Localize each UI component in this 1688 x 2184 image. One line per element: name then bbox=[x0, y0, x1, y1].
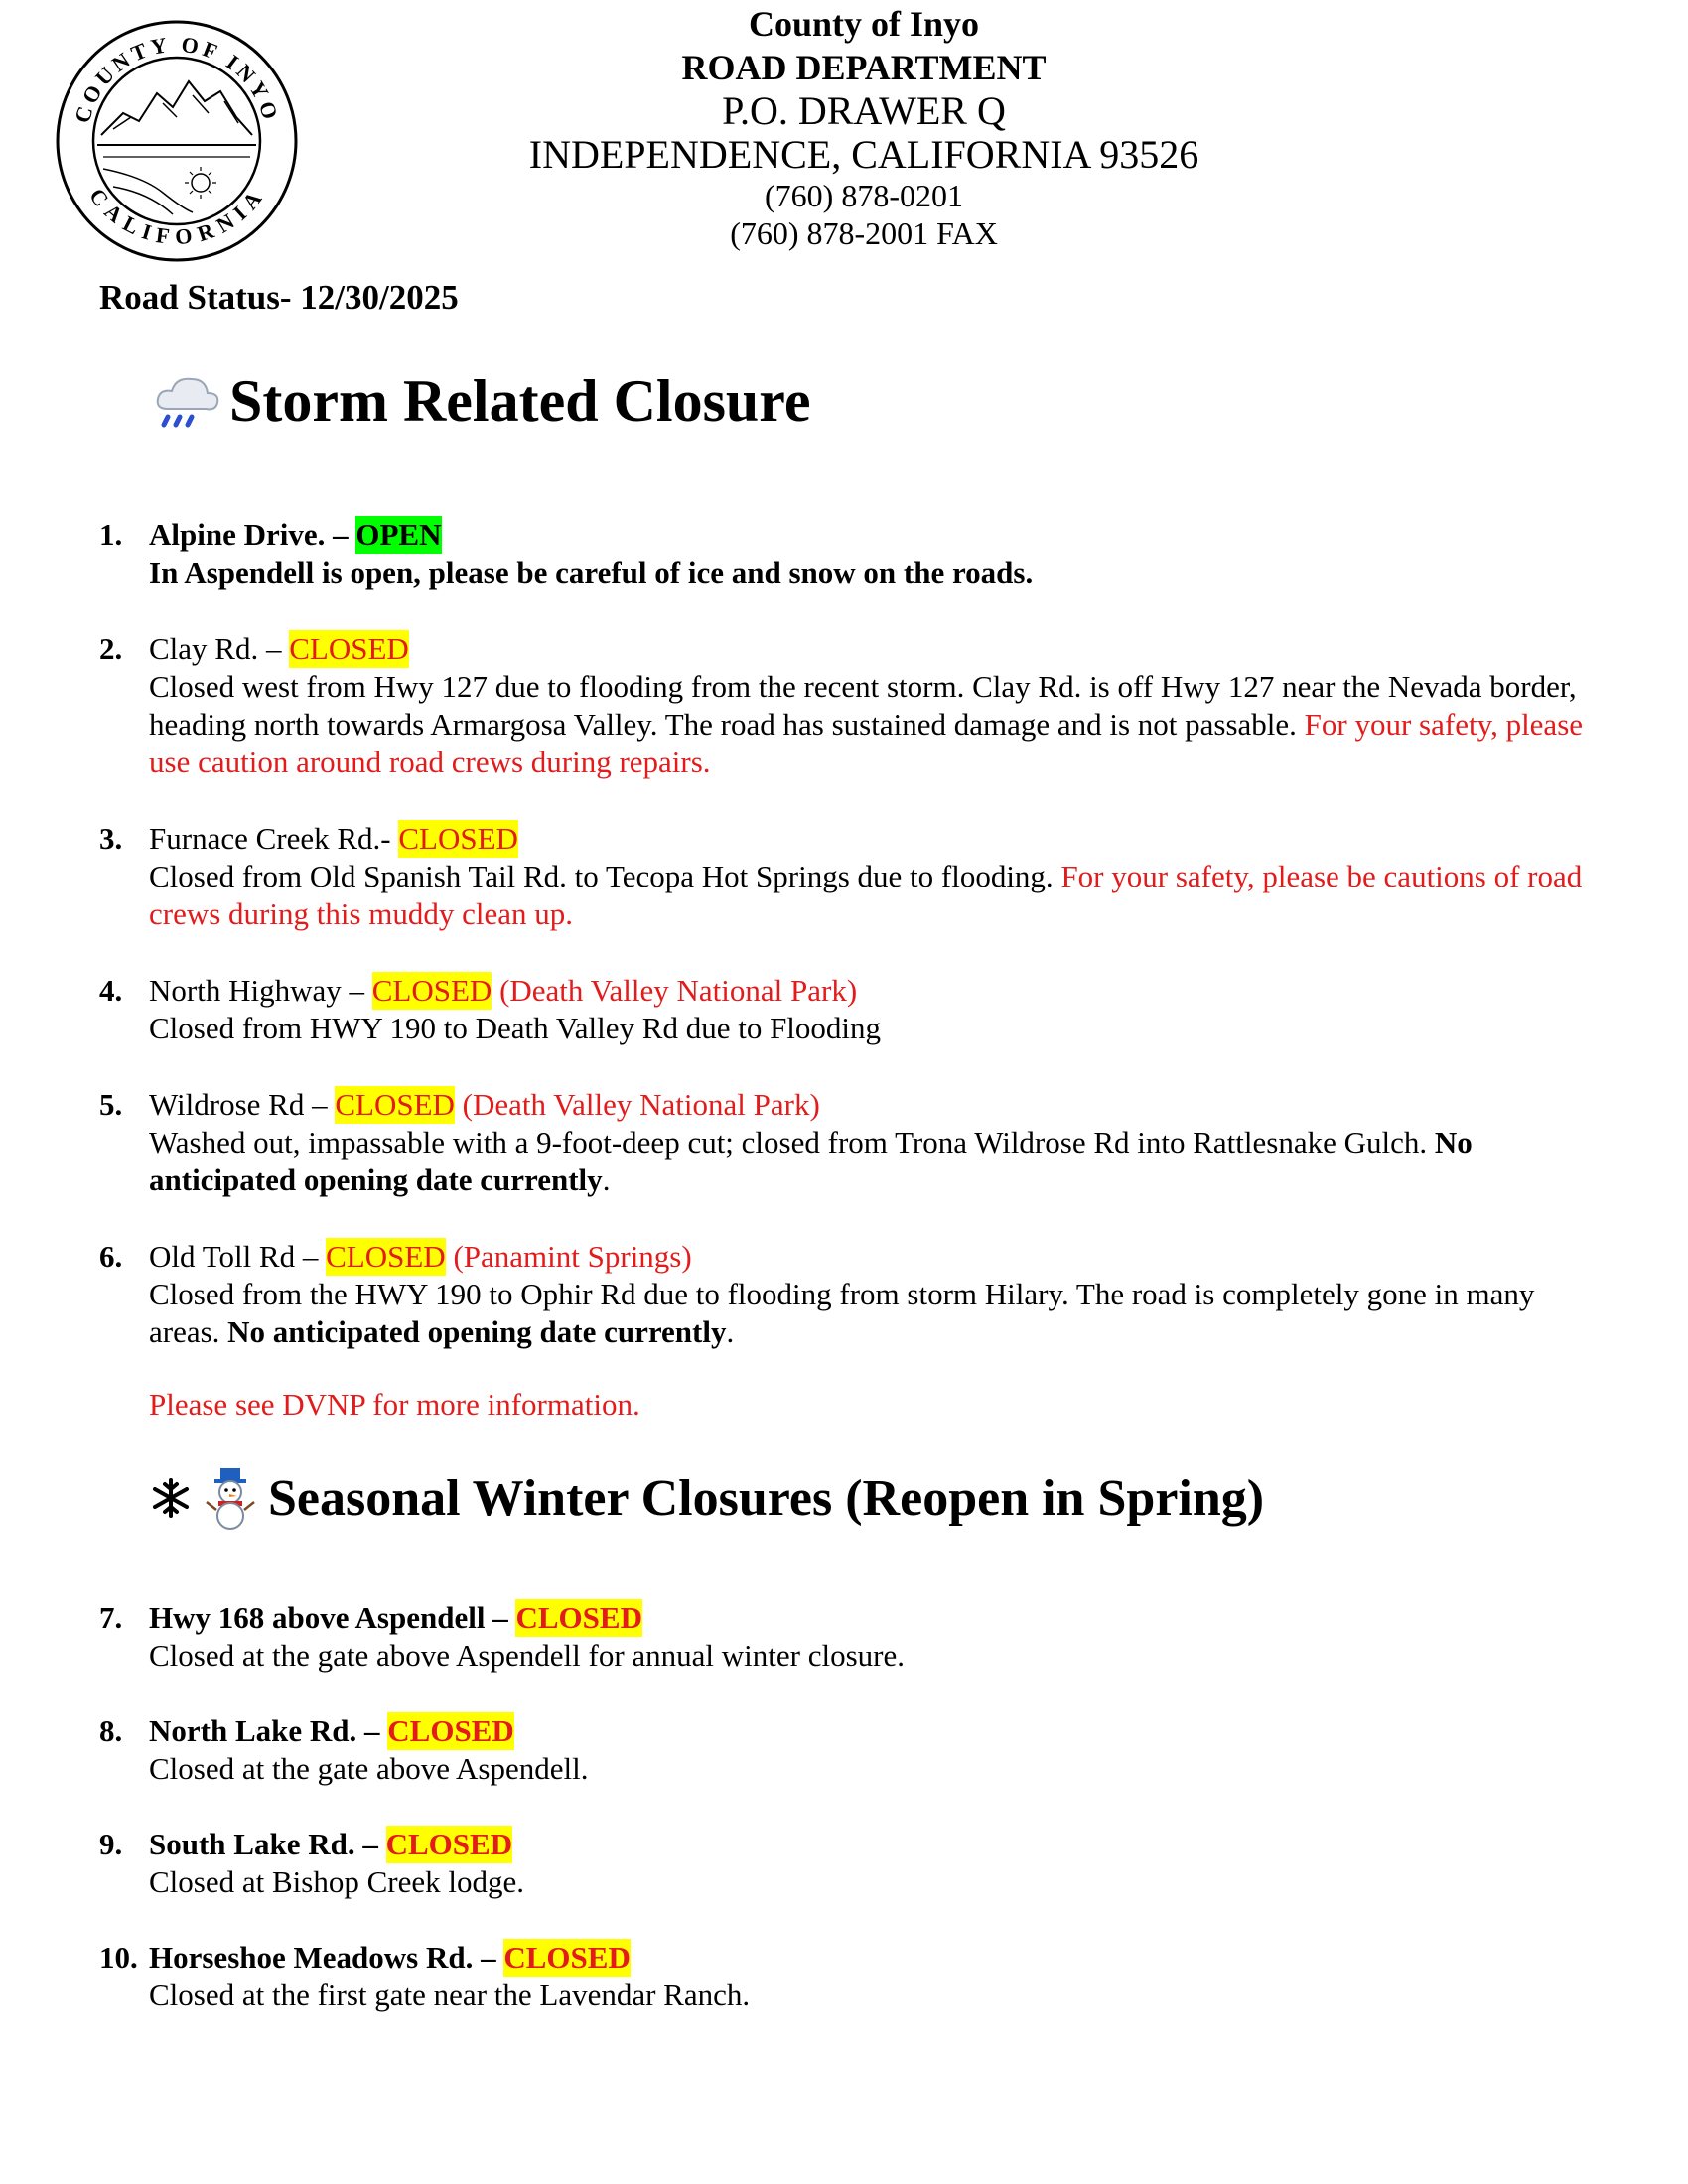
opening-date-note: No anticipated opening date currently bbox=[227, 1314, 727, 1349]
road-name: Hwy 168 above Aspendell – bbox=[149, 1600, 508, 1635]
status-badge: CLOSED bbox=[335, 1087, 455, 1122]
city-address: INDEPENDENCE, CALIFORNIA 93526 bbox=[528, 132, 1199, 177]
department-name: ROAD DEPARTMENT bbox=[681, 48, 1047, 87]
storm-section-heading bbox=[154, 367, 810, 436]
status-badge: CLOSED bbox=[398, 821, 518, 856]
county-name: County of Inyo bbox=[748, 4, 980, 44]
item-description-block bbox=[99, 668, 1609, 781]
list-item bbox=[99, 1939, 1609, 2014]
opening-date-note: No anticipated opening date currently bbox=[149, 1125, 1473, 1197]
rain-cloud-icon bbox=[154, 371, 221, 433]
road-name: North Lake Rd. – bbox=[149, 1713, 380, 1748]
status-badge: CLOSED bbox=[289, 631, 409, 666]
list-item bbox=[99, 1086, 1609, 1199]
road-name: Wildrose Rd – bbox=[149, 1087, 328, 1122]
item-number: 7. bbox=[99, 1600, 123, 1635]
road-name: South Lake Rd. – bbox=[149, 1827, 378, 1861]
item-number: 2. bbox=[99, 631, 123, 666]
status-badge: CLOSED bbox=[387, 1713, 514, 1748]
item-description: Closed from HWY 190 to Death Valley Rd due to Flooding bbox=[149, 1011, 882, 1045]
winter-section-heading bbox=[149, 1466, 1264, 1530]
list-item bbox=[99, 1599, 1609, 1675]
description-end: . bbox=[602, 1162, 611, 1197]
item-number: 4. bbox=[99, 973, 123, 1008]
item-description: Closed west from Hwy 127 due to flooding from the recent storm. Clay Rd. is off Hwy 127 near the Nevada border, heading north towards Armargosa Valley. The road has sustained damage and is not passable. bbox=[149, 669, 1577, 742]
dvnp-info-note: Please see DVNP for more information. bbox=[149, 1387, 640, 1422]
list-item bbox=[99, 630, 1609, 781]
svg-text:COUNTY OF INYO bbox=[70, 32, 284, 126]
road-name: Horseshoe Meadows Rd. – bbox=[149, 1940, 496, 1975]
item-number: 3. bbox=[99, 821, 123, 856]
winter-section-title: Seasonal Winter Closures (Reopen in Spring) bbox=[268, 1469, 1265, 1527]
list-item bbox=[99, 820, 1609, 933]
item-description: Closed at Bishop Creek lodge. bbox=[149, 1864, 524, 1899]
location-note: (Panamint Springs) bbox=[453, 1239, 692, 1274]
status-badge: CLOSED bbox=[385, 1827, 513, 1861]
item-description-block bbox=[99, 1124, 1609, 1199]
list-item bbox=[99, 516, 1609, 592]
safety-note: For your safety, please use caution around road crews during repairs. bbox=[149, 707, 1584, 779]
item-number: 8. bbox=[99, 1713, 123, 1748]
list-item bbox=[99, 1238, 1609, 1351]
storm-section-title: Storm Related Closure bbox=[229, 368, 811, 434]
item-description: Closed at the first gate near the Lavendar Ranch. bbox=[149, 1978, 751, 2012]
road-name: North Highway – bbox=[149, 973, 364, 1008]
road-name: Furnace Creek Rd.- bbox=[149, 821, 391, 856]
item-number: 1. bbox=[99, 517, 123, 552]
item-description: Washed out, impassable with a 9-foot-deep cut; closed from Trona Wildrose Rd into Rattlesnake Gulch. bbox=[149, 1125, 1428, 1160]
item-description: Closed from the HWY 190 to Ophir Rd due to flooding from storm Hilary. The road is completely gone in many areas. bbox=[149, 1277, 1535, 1349]
county-seal bbox=[54, 18, 300, 264]
road-name: Clay Rd. – bbox=[149, 631, 282, 666]
description-end: . bbox=[726, 1314, 735, 1349]
fax-number: (760) 878-2001 FAX bbox=[730, 215, 998, 251]
seal-bottom-text: CALIFORNIA bbox=[84, 183, 269, 250]
list-item bbox=[99, 1712, 1609, 1788]
phone-number: (760) 878-0201 bbox=[765, 178, 963, 213]
road-name: Alpine Drive. – bbox=[149, 517, 349, 552]
status-badge: CLOSED bbox=[371, 973, 492, 1008]
item-description: Closed from Old Spanish Tail Rd. to Tecopa Hot Springs due to flooding. bbox=[149, 859, 1054, 893]
status-badge: CLOSED bbox=[326, 1239, 446, 1274]
item-number: 6. bbox=[99, 1239, 123, 1274]
item-number: 10. bbox=[99, 1940, 138, 1975]
item-number: 5. bbox=[99, 1087, 123, 1122]
snowflake-icon bbox=[149, 1476, 193, 1520]
item-description: Closed at the gate above Aspendell for annual winter closure. bbox=[149, 1638, 905, 1673]
safety-note: For your safety, please be cautions of road crews during this muddy clean up. bbox=[149, 859, 1583, 931]
road-status-date: Road Status- 12/30/2025 bbox=[99, 278, 459, 317]
road-name: Old Toll Rd – bbox=[149, 1239, 319, 1274]
list-item bbox=[99, 1826, 1609, 1901]
status-badge: CLOSED bbox=[503, 1940, 631, 1975]
status-badge: CLOSED bbox=[515, 1600, 642, 1635]
item-description-block bbox=[99, 858, 1609, 933]
list-item bbox=[99, 972, 1609, 1047]
item-description: Closed at the gate above Aspendell. bbox=[149, 1751, 589, 1786]
seal-top-text: COUNTY OF INYO bbox=[69, 31, 285, 126]
item-description: In Aspendell is open, please be careful of ice and snow on the roads. bbox=[149, 555, 1034, 590]
po-box: P.O. DRAWER Q bbox=[722, 88, 1006, 133]
status-badge: OPEN bbox=[355, 517, 442, 552]
snowman-icon bbox=[203, 1466, 258, 1530]
location-note: (Death Valley National Park) bbox=[462, 1087, 820, 1122]
letterhead bbox=[437, 2, 1291, 252]
location-note: (Death Valley National Park) bbox=[499, 973, 858, 1008]
item-number: 9. bbox=[99, 1827, 123, 1861]
item-description-block bbox=[99, 1276, 1609, 1351]
